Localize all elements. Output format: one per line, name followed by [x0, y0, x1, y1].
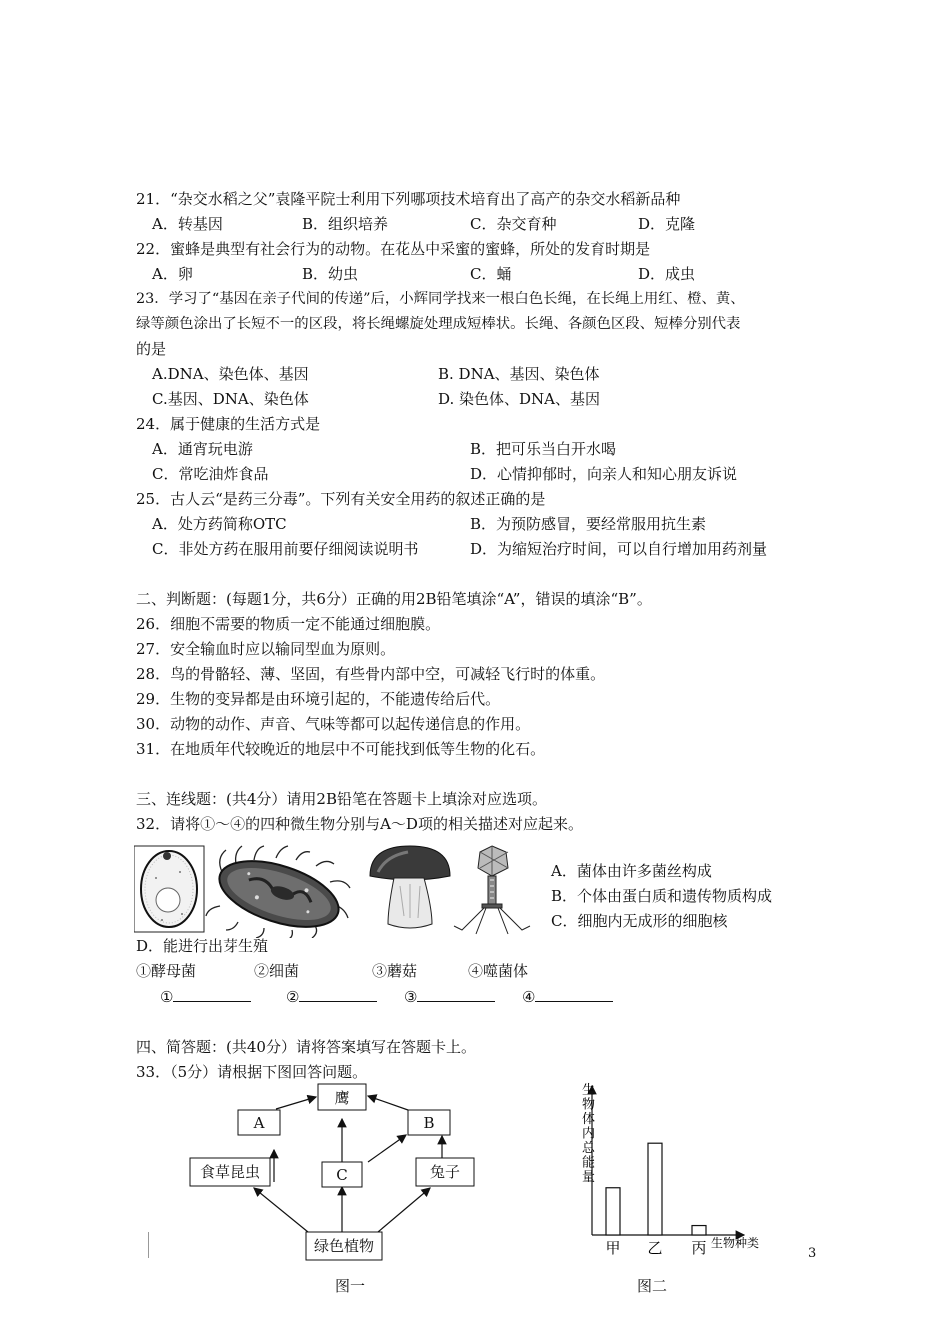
- answer-blank-2[interactable]: [286, 987, 377, 1007]
- section3-header: 三、连线题：(共4分）请用2B铅笔在答题卡上填涂对应选项。: [136, 790, 547, 808]
- q24-option-b: B．把可乐当白开水喝: [470, 440, 617, 458]
- microbe-illustrations: [134, 842, 544, 938]
- q21-option-a: A．转基因: [152, 215, 223, 233]
- q22-option-b: B．幼虫: [302, 265, 359, 283]
- q23-stem-line1: 23．学习了“基因在亲子代间的传递”后，小辉同学找来一根白色长绳，在长绳上用红、橙、黄、: [136, 291, 745, 307]
- q23-option-a: A.DNA、染色体、基因: [152, 365, 309, 383]
- page-number: 3: [808, 1246, 817, 1261]
- x-axis-label: 生物种类: [711, 1236, 760, 1250]
- q23-option-c: C.基因、DNA、染色体: [152, 390, 309, 408]
- q23-option-d: D. 染色体、DNA、基因: [438, 390, 601, 408]
- q24-option-c: C．常吃油炸食品: [152, 465, 269, 483]
- q23-stem-line2: 绿等颜色涂出了长短不一的区段，将长绳螺旋处理成短棒状。长绳、各颜色区段、短棒分别代表: [136, 316, 741, 332]
- q24-option-a: A．通宵玩电游: [152, 440, 253, 458]
- q21-option-b: B．组织培养: [302, 215, 389, 233]
- node-plant: 绿色植物: [313, 1237, 375, 1255]
- node-rabbit: 兔子: [429, 1163, 461, 1181]
- section2-header: 二、判断题：(每题1分，共6分）正确的用2B铅笔填涂“A”，错误的填涂“B”。: [136, 590, 652, 608]
- description-d: D．能进行出芽生殖: [136, 937, 269, 955]
- q26: 26．细胞不需要的物质一定不能通过细胞膜。: [136, 615, 441, 633]
- q22-option-a: A．卵: [152, 265, 193, 283]
- answer-blank-3[interactable]: [404, 987, 495, 1007]
- bar-1: [606, 1188, 620, 1235]
- margin-rule: [148, 1232, 149, 1258]
- category-label-1: 甲: [605, 1239, 621, 1257]
- q27: 27．安全输血时应以输同型血为原则。: [136, 640, 396, 658]
- section4-header: 四、简答题：(共40分）请将答案填写在答题卡上。: [136, 1038, 476, 1056]
- q21-option-d: D．克隆: [638, 215, 696, 233]
- q25-option-c: C．非处方药在服用前要仔细阅读说明书: [152, 540, 419, 558]
- q29: 29．生物的变异都是由环境引起的，不能遗传给后代。: [136, 690, 501, 708]
- bar-3: [692, 1226, 706, 1235]
- bacterium-image: [206, 846, 350, 938]
- node-a: A: [253, 1114, 265, 1132]
- q31: 31．在地质年代较晚近的地层中不可能找到低等生物的化石。: [136, 740, 546, 758]
- q33-stem: 33．（5分）请根据下图回答问题。: [136, 1063, 368, 1081]
- q21-stem: 21．“杂交水稻之父”袁隆平院士利用下列哪项技术培育出了高产的杂交水稻新品种: [136, 190, 681, 208]
- organism-mushroom: ③蘑菇: [372, 962, 418, 980]
- bacteriophage-image: [454, 846, 530, 934]
- organism-phage: ④噬菌体: [468, 962, 529, 980]
- node-insect: 食草昆虫: [199, 1163, 261, 1181]
- y-axis-label: 生物体内总能量: [582, 1083, 596, 1185]
- description-a: A．菌体由许多菌丝构成: [551, 862, 712, 880]
- q28: 28．鸟的骨骼轻、薄、坚固，有些骨内部中空，可减轻飞行时的体重。: [136, 665, 606, 683]
- blank-label-3: ③: [404, 988, 418, 1006]
- q21-option-c: C．杂交育种: [470, 215, 557, 233]
- blank-label-4: ④: [522, 988, 536, 1006]
- q24-stem: 24．属于健康的生活方式是: [136, 415, 321, 433]
- category-label-2: 乙: [647, 1239, 663, 1257]
- description-c: C．细胞内无成形的细胞核: [551, 912, 728, 930]
- answer-blank-1[interactable]: [160, 987, 251, 1007]
- q25-stem: 25．古人云“是药三分毒”。下列有关安全用药的叙述正确的是: [136, 490, 546, 508]
- blank-label-1: ①: [160, 988, 174, 1006]
- mushroom-image: [370, 846, 450, 928]
- q24-option-d: D．心情抑郁时，向亲人和知心朋友诉说: [470, 465, 738, 483]
- bar-2: [648, 1143, 662, 1235]
- organism-bacterium: ②细菌: [254, 962, 300, 980]
- description-b: B．个体由蛋白质和遗传物质构成: [551, 887, 773, 905]
- fig2-caption: 图二: [637, 1277, 668, 1295]
- organism-yeast: ①酵母菌: [136, 962, 197, 980]
- fig1-caption: 图一: [335, 1277, 366, 1295]
- node-eagle: 鹰: [334, 1089, 350, 1107]
- q32-stem: 32．请将①～④的四种微生物分别与A～D项的相关描述对应起来。: [136, 815, 583, 833]
- q22-option-d: D．成虫: [638, 265, 696, 283]
- q30: 30．动物的动作、声音、气味等都可以起传递信息的作用。: [136, 715, 531, 733]
- q23-stem-line3: 的是: [136, 340, 167, 358]
- q25-option-b: B．为预防感冒，要经常服用抗生素: [470, 515, 707, 533]
- food-web-diagram: [180, 1078, 500, 1270]
- yeast-image: [134, 846, 204, 932]
- blank-label-2: ②: [286, 988, 300, 1006]
- q22-stem: 22．蜜蜂是典型有社会行为的动物。在花丛中采蜜的蜜蜂，所处的发育时期是: [136, 240, 651, 258]
- q22-option-c: C．蛹: [470, 265, 512, 283]
- category-label-3: 丙: [691, 1239, 707, 1257]
- energy-bar-chart: [570, 1080, 780, 1260]
- q23-option-b: B. DNA、基因、染色体: [438, 365, 600, 383]
- q25-option-a: A．处方药简称OTC: [152, 515, 287, 533]
- node-b: B: [423, 1114, 435, 1132]
- q25-option-d: D．为缩短治疗时间，可以自行增加用药剂量: [470, 540, 768, 558]
- node-c: C: [336, 1166, 348, 1184]
- answer-blank-4[interactable]: [522, 987, 613, 1007]
